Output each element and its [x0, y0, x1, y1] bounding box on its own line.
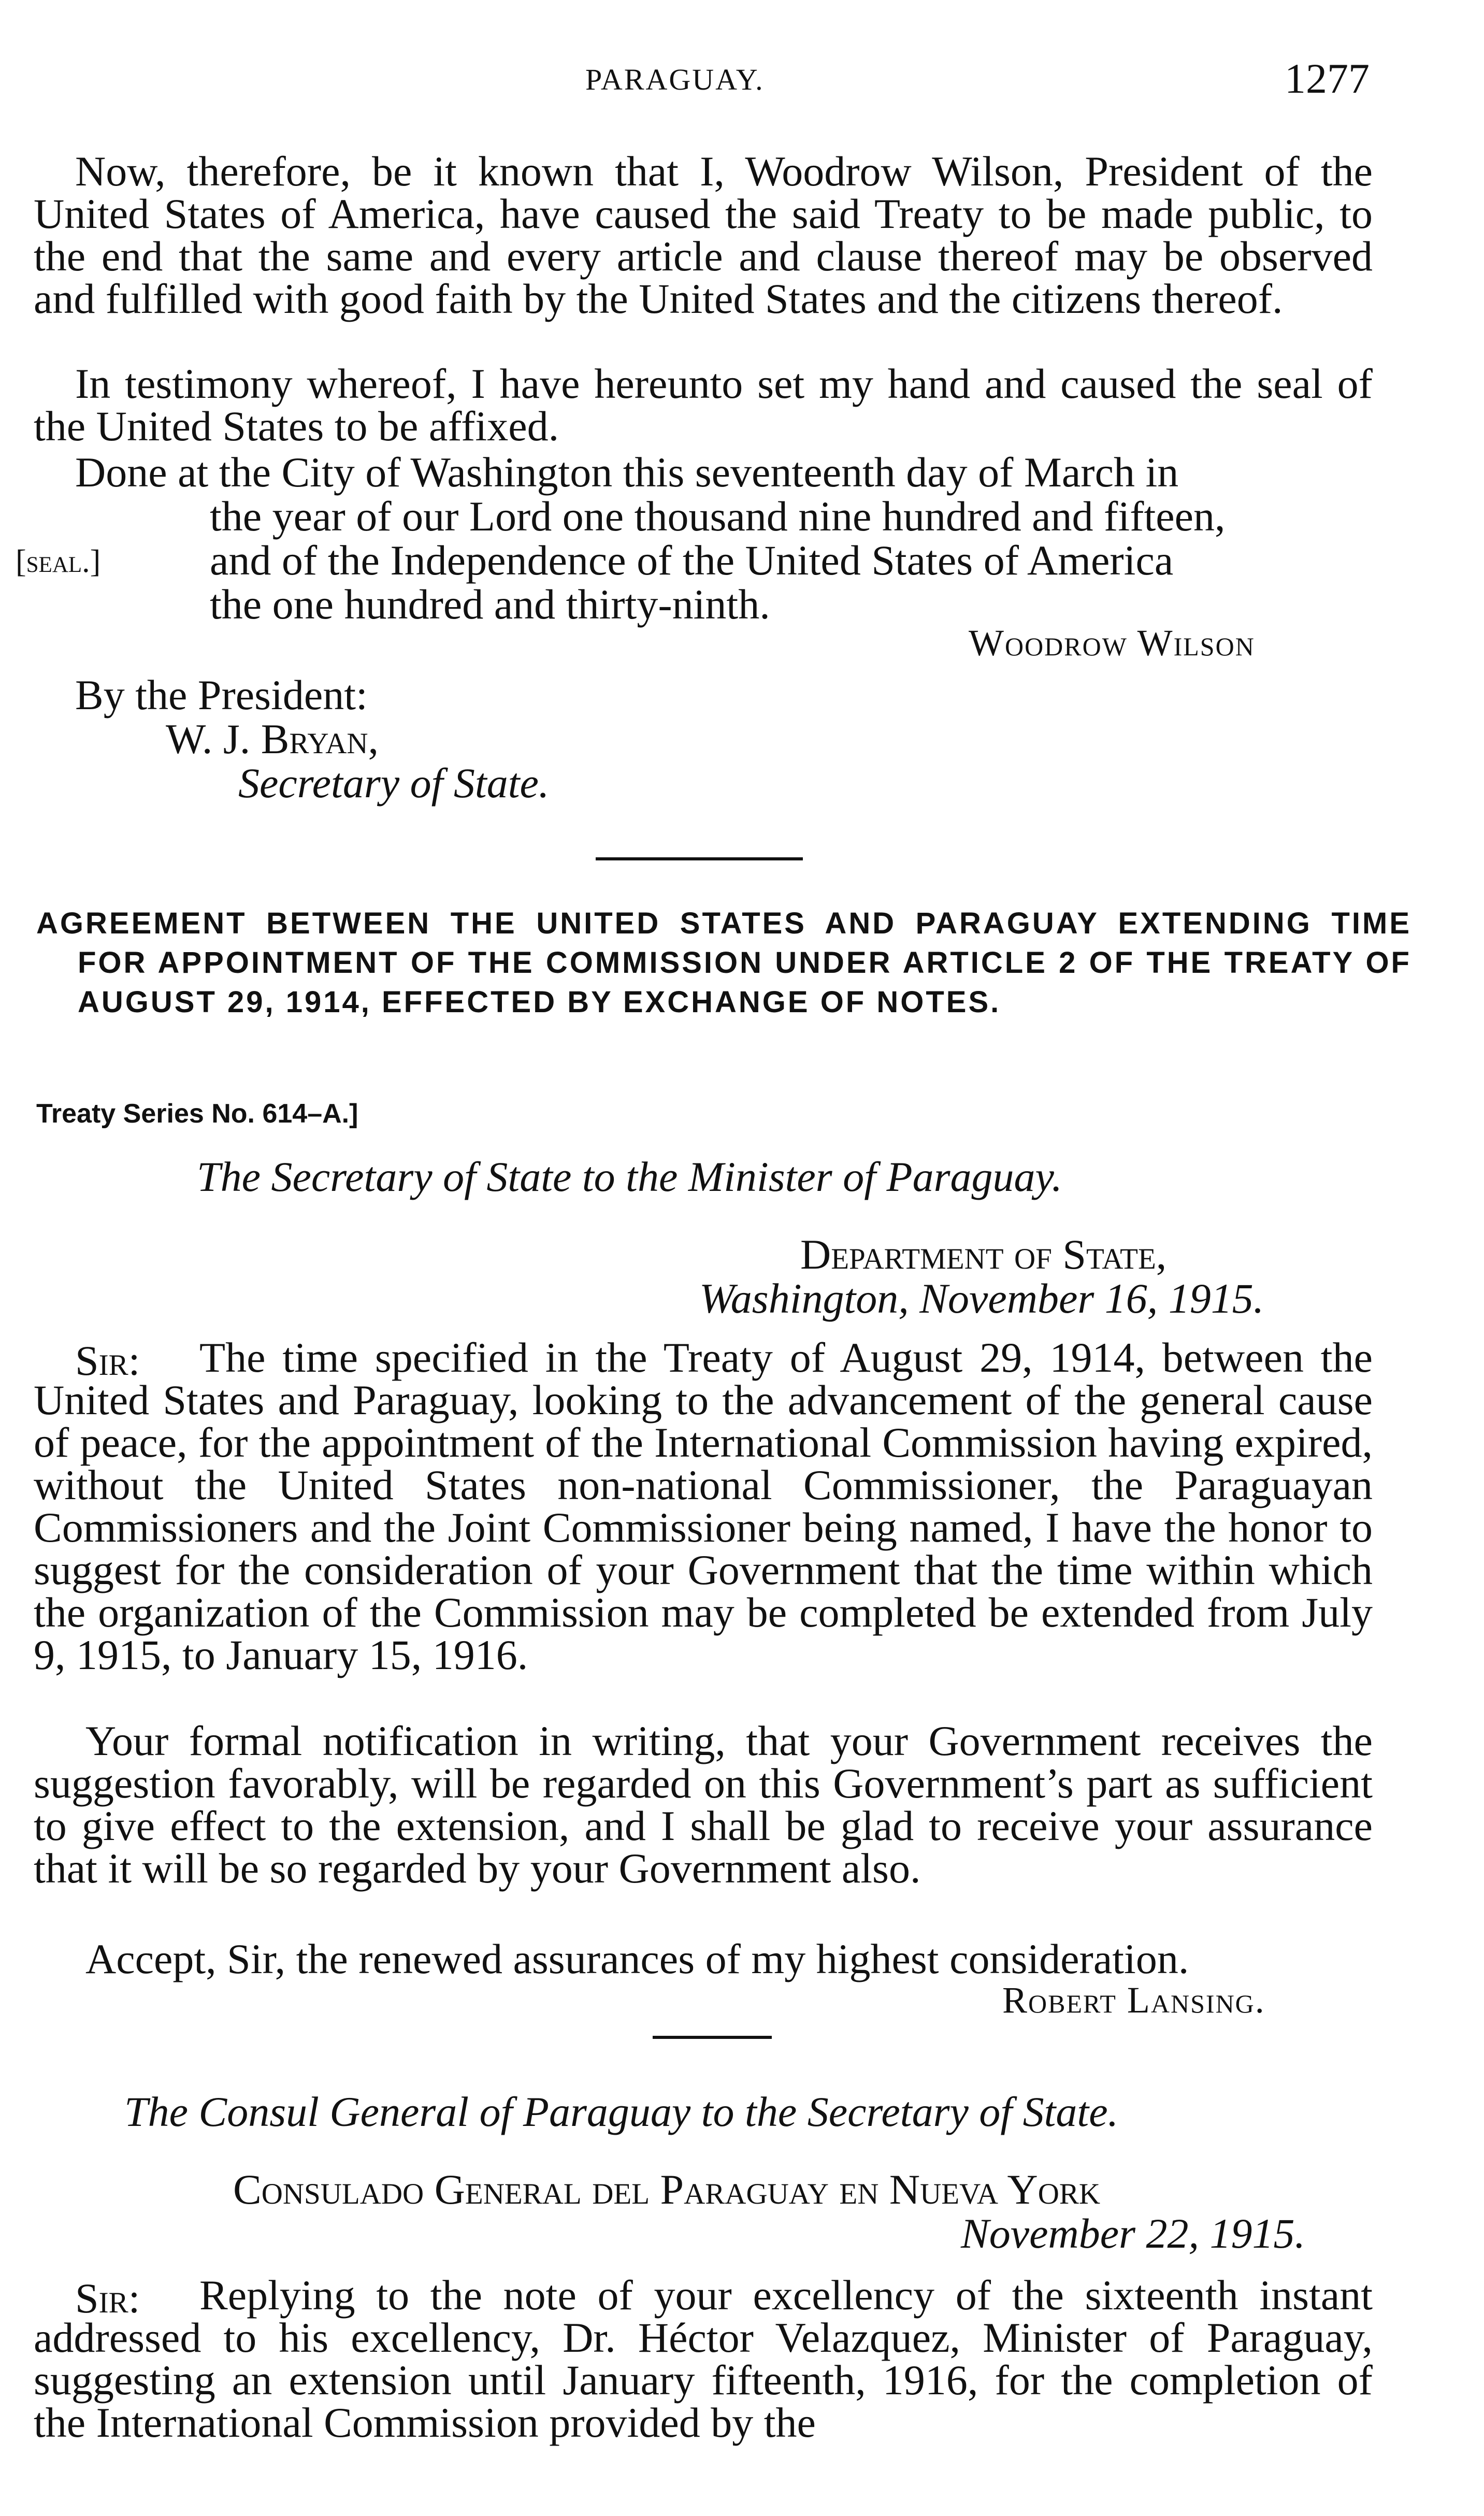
letter2-consulate: Consulado General del Paraguay en Nueva York — [233, 2166, 1101, 2213]
letter1-title: The Secretary of State to the Minister of Paraguay. — [197, 1153, 1062, 1200]
section-divider-2 — [653, 2036, 772, 2039]
letter1-closing: Accept, Sir, the renewed assurances of my highest consideration. — [85, 1935, 1189, 1982]
done-line-4: the one hundred and thirty-ninth. — [210, 581, 770, 628]
letter2-title: The Consul General of Paraguay to the Secretary of State. — [124, 2088, 1119, 2135]
letter2-salutation: Sir: — [75, 2275, 140, 2322]
seal-mark: [seal.] — [16, 544, 101, 579]
done-line-3: and of the Independence of the United States of America — [210, 537, 1174, 584]
proclamation-paragraph-1: Now, therefore, be it known that I, Woodrow Wilson, President of the United States of America, have caused the said Treaty to be made public, to the end that the same and every article and clause thereof may be observed and fulfilled with good faith by the United States and the citizens thereof. — [34, 148, 1373, 322]
proclamation-paragraph-2: In testimony whereof, I have hereunto set my hand and caused the seal of the United States to be affixed. — [34, 360, 1373, 450]
treaty-series-label: Treaty Series No. 614–A.] — [36, 1099, 358, 1129]
letter2-date: November 22, 1915. — [961, 2210, 1306, 2257]
done-line-1: Done at the City of Washington this seventeenth day of March in — [75, 449, 1179, 496]
page-number: 1277 — [1285, 55, 1370, 102]
letter1-place-date: Washington, November 16, 1915. — [699, 1275, 1264, 1322]
letter1-department: Department of State, — [800, 1231, 1167, 1278]
signature-wilson: Woodrow Wilson — [969, 622, 1255, 664]
letter2-paragraph-1: Replying to the note of your excellency of the sixteenth instant addressed to his excellency, Dr. Héctor Velazquez, Minister of Paraguay, suggesting an extension until January fifteenth, 1916, for the completion of the International Commission provided by the — [34, 2271, 1373, 2446]
by-the-president: By the President: — [75, 671, 368, 718]
secretary-name: W. J. Bryan, — [166, 715, 379, 763]
signature-lansing: Robert Lansing. — [1002, 1979, 1265, 2021]
letter1-paragraph-2: Your formal notification in writing, that your Government receives the suggestion favorably, will be regarded on this Government’s part as sufficient to give effect to the extension, and I shall be glad to receive your assurance that it will be so regarded by your Government also. — [34, 1717, 1373, 1892]
running-title: PARAGUAY. — [585, 63, 765, 96]
secretary-title: Secretary of State. — [238, 759, 550, 807]
agreement-heading: AGREEMENT BETWEEN THE UNITED STATES AND PARAGUAY EXTENDING TIME FOR APPOINTMENT OF THE COMMISSION UNDER ARTICLE 2 OF THE TREATY OF AUGUST 29, 1914, EFFECTED BY EXCHANGE OF NOTES. — [36, 907, 1411, 1019]
letter1-paragraph-1: The time specified in the Treaty of August 29, 1914, between the United States and Paraguay, looking to the advancement of the general cause of peace, for the appointment of the International Commission having expired, without the United States non-national Commissioner, the Paraguayan Commissioners and the Joint Commissioner being named, I have the honor to suggest for the consideration of your Government that the time within which the organization of the Commission may be completed be extended from July 9, 1915, to January 15, 1916. — [34, 1334, 1373, 1678]
section-divider-1 — [596, 857, 803, 860]
letter1-salutation: Sir: — [75, 1337, 140, 1384]
done-line-2: the year of our Lord one thousand nine hundred and fifteen, — [210, 493, 1226, 540]
